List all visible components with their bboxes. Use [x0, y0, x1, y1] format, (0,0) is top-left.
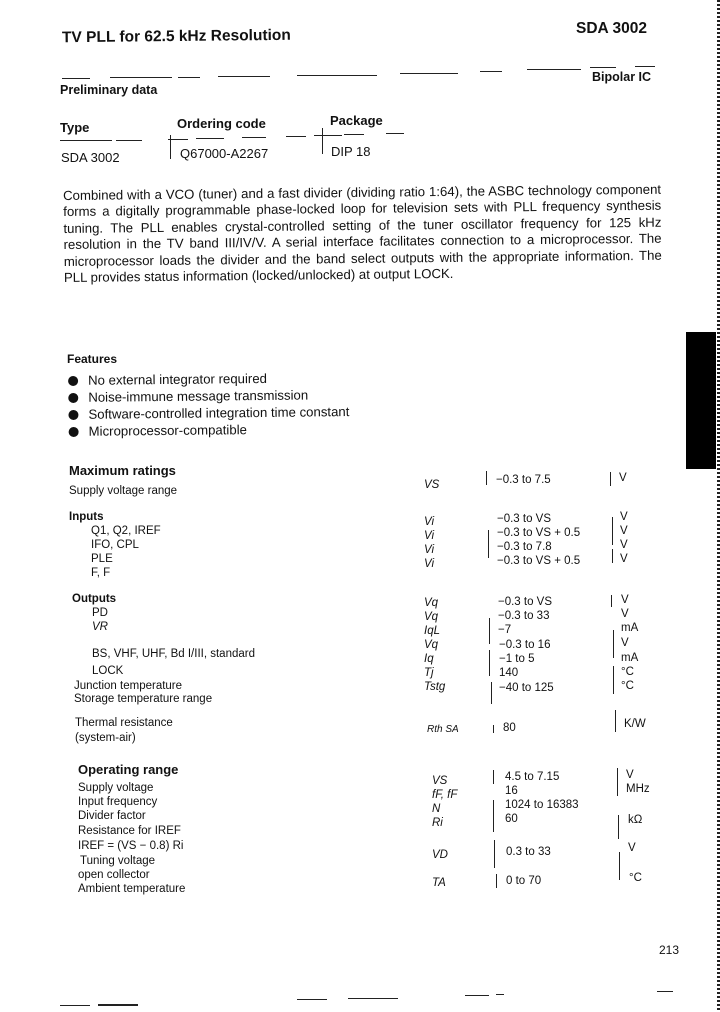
output-symbol: Tstg: [424, 681, 446, 693]
operating-value: 1024 to 16383: [505, 799, 579, 811]
output-unit: °C: [621, 680, 634, 692]
cell-package: DIP 18: [331, 144, 371, 159]
cell-ordering-code: Q67000-A2267: [180, 146, 269, 161]
thumb-index-tab: [686, 332, 716, 469]
feature-item: Software-controlled integration time constant: [68, 403, 349, 423]
feature-item: No external integrator required: [68, 369, 349, 389]
outputs-title: Outputs: [72, 593, 117, 605]
bullet-icon: [68, 409, 78, 419]
document-title: TV PLL for 62.5 kHz Resolution: [61, 26, 291, 47]
output-value: −0.3 to VS: [498, 596, 553, 608]
output-label: VR: [92, 621, 108, 633]
thermal-label-sub: (system-air): [75, 732, 136, 744]
input-value: −0.3 to VS + 0.5: [497, 527, 581, 539]
operating-symbol: Ri: [432, 817, 443, 829]
feature-item: Microprocessor-compatible: [69, 420, 350, 440]
bullet-icon: [68, 375, 78, 385]
output-symbol: Vq: [424, 597, 439, 609]
output-value: −0.3 to 16: [499, 639, 551, 651]
operating-unit: MHz: [626, 783, 650, 795]
input-symbol: Vi: [424, 516, 435, 528]
output-label: LOCK: [92, 665, 124, 677]
storage-temp-label: Storage temperature range: [74, 693, 213, 705]
input-value: −0.3 to VS + 0.5: [497, 555, 581, 567]
inputs-title: Inputs: [69, 511, 104, 523]
output-unit: V: [621, 608, 629, 620]
output-symbol: Vq: [424, 639, 439, 651]
feature-item: Noise-immune message transmission: [68, 386, 349, 406]
supply-voltage-value: −0.3 to 7.5: [496, 474, 551, 486]
operating-unit: V: [626, 769, 634, 781]
output-unit: mA: [621, 622, 639, 634]
col-header-package: Package: [330, 113, 383, 128]
bullet-icon: [69, 426, 79, 436]
output-value: −40 to 125: [499, 682, 554, 694]
cell-type: SDA 3002: [61, 150, 120, 165]
page-number: 213: [659, 943, 680, 957]
operating-symbol: TA: [432, 877, 446, 889]
input-unit: V: [620, 511, 628, 523]
operating-label: Ambient temperature: [78, 883, 186, 895]
output-unit: V: [621, 594, 629, 606]
junction-temp-label: Junction temperature: [74, 680, 183, 692]
bullet-icon: [68, 392, 78, 402]
operating-label: open collector: [78, 869, 150, 881]
input-label: F, F: [91, 567, 111, 579]
part-number: SDA 3002: [576, 20, 647, 37]
operating-value: 60: [505, 813, 518, 825]
operating-symbol: N: [432, 803, 441, 815]
operating-label: Tuning voltage: [80, 855, 156, 867]
operating-label: IREF = (VS − 0.8) Ri: [78, 840, 184, 852]
features-list: [68, 369, 350, 440]
output-value: −1 to 5: [499, 653, 535, 665]
input-unit: V: [620, 553, 628, 565]
output-symbol: Vq: [424, 611, 439, 623]
col-header-type: Type: [60, 120, 90, 135]
input-symbol: Vi: [424, 558, 435, 570]
output-symbol: Tj: [424, 667, 434, 679]
max-ratings-title: Maximum ratings: [69, 463, 176, 478]
output-value: −0.3 to 33: [498, 610, 550, 622]
output-symbol: IqL: [424, 625, 440, 637]
supply-voltage-unit: V: [619, 472, 627, 484]
operating-unit: V: [628, 842, 636, 854]
operating-value: 0.3 to 33: [506, 846, 551, 858]
input-symbol: Vi: [424, 530, 435, 542]
col-header-ordering-code: Ordering code: [177, 116, 266, 131]
output-unit: V: [621, 637, 629, 649]
input-unit: V: [620, 539, 628, 551]
operating-label: Resistance for IREF: [78, 825, 181, 837]
operating-label: Supply voltage: [78, 782, 154, 794]
input-label: PLE: [91, 553, 113, 565]
input-label: IFO, CPL: [91, 539, 139, 551]
preliminary-label: Preliminary data: [60, 83, 158, 97]
output-value: −7: [498, 624, 512, 636]
operating-symbol: fF, fF: [432, 789, 458, 801]
technology-label: Bipolar IC: [592, 70, 652, 84]
supply-voltage-label: Supply voltage range: [69, 485, 178, 497]
operating-symbol: VS: [432, 775, 448, 787]
thermal-label: Thermal resistance: [75, 717, 173, 729]
features-title: Features: [67, 352, 118, 366]
output-unit: °C: [621, 666, 634, 678]
operating-value: 0 to 70: [506, 875, 542, 887]
description-paragraph: Combined with a VCO (tuner) and a fast divider (dividing ratio 1:64), the ASBC technology component forms a digitally programmable phase-locked loop for television sets with PLL frequency synthesis tuning. The PLL enables crystal-controlled setting of the tuner oscillator frequency for 125 kHz resolution in the TV band III/IV/V. A serial interface facilitates connection to a microprocessor. The microprocessor loads the divider and the band select outputs with the appropriate information. The PLL provides status information (locked/unlocked) at output LOCK.: [63, 181, 662, 286]
operating-unit: °C: [629, 872, 642, 884]
operating-label: Divider factor: [78, 810, 146, 822]
operating-value: 16: [505, 785, 518, 797]
output-value: 140: [499, 667, 519, 679]
operating-unit: kΩ: [628, 814, 643, 826]
input-symbol: Vi: [424, 544, 435, 556]
input-value: −0.3 to VS: [497, 513, 552, 525]
thermal-unit: K/W: [624, 718, 646, 730]
operating-value: 4.5 to 7.15: [505, 771, 560, 783]
operating-label: Input frequency: [78, 796, 158, 808]
supply-voltage-symbol: VS: [424, 479, 440, 491]
output-unit: mA: [621, 652, 639, 664]
thermal-symbol: Rth SA: [427, 724, 459, 735]
operating-symbol: VD: [432, 849, 448, 861]
operating-range-title: Operating range: [78, 762, 179, 777]
input-unit: V: [620, 525, 628, 537]
thermal-value: 80: [503, 722, 516, 734]
input-value: −0.3 to 7.8: [497, 541, 552, 553]
output-symbol: Iq: [424, 653, 434, 665]
output-label: PD: [92, 607, 108, 619]
output-label: BS, VHF, UHF, Bd I/III, standard: [92, 648, 255, 660]
input-label: Q1, Q2, IREF: [91, 525, 161, 537]
